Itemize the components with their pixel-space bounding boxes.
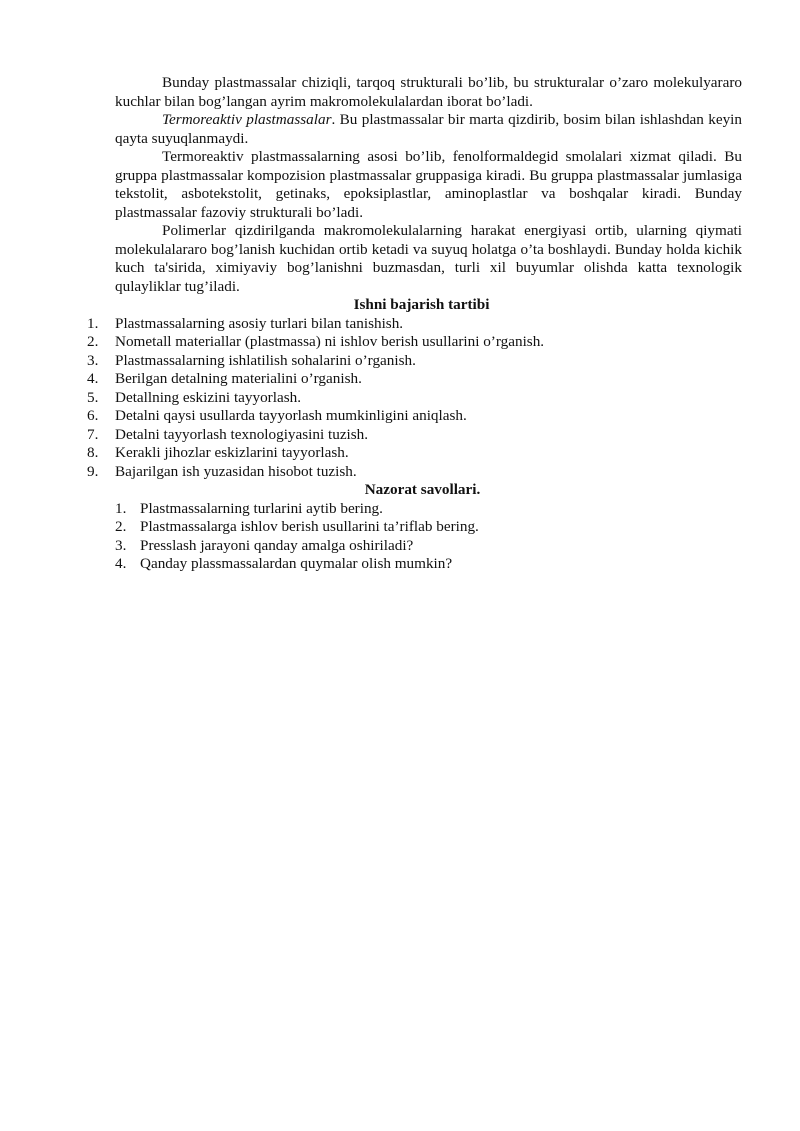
list-item [87, 370, 742, 389]
list-text: Qanday plassmassalardan quymalar olish mumkin? [140, 555, 453, 572]
list-text: Plastmassalarning ishlatilish sohalarini o’rganish. [115, 351, 416, 369]
list-item [87, 333, 742, 352]
list-item [87, 426, 742, 445]
list-number: 9. [87, 462, 99, 480]
list-text: Plastmassalarning turlarini aytib bering. [140, 499, 383, 517]
paragraph-4: Polimerlar qizdirilganda makromolekulalarning harakat energiyasi ortib, ularning qiymati molekulalararo bog’lanish kuchidan ortib ketadi va suyuq holatga o’ta boshlaydi. Bunday holda kichik kuch ta'sirida, ximiyaviy bog’lanishni buzmasdan, turli xil buyumlar olishda katta texnologik qulayliklar tug’iladi. [115, 222, 742, 295]
list-number: 3. [115, 536, 127, 554]
paragraph-1: Bunday plastmassalar chiziqli, tarqoq strukturali bo’lib, bu strukturalar o’zaro molekulyararo kuchlar bilan bog’langan ayrim makromolekulalardan iborat bo’ladi. [115, 74, 742, 110]
list-item [115, 555, 742, 574]
list-item [87, 389, 742, 408]
list-number: 3. [87, 351, 99, 369]
list-number: 2. [87, 333, 99, 350]
questions-list [115, 500, 742, 574]
list-text: Plastmassalarga ishlov berish usullarini ta’riflab bering. [140, 518, 479, 535]
list-number: 6. [87, 407, 99, 424]
list-item [87, 407, 742, 426]
list-number: 5. [87, 388, 99, 406]
list-number: 8. [87, 444, 99, 461]
paragraph-2 [115, 111, 742, 148]
paragraph-3: Termoreaktiv plastmassalarning asosi bo’lib, fenolformaldegid smolalari xizmat qiladi. Bu gruppa plastmassalar kompozision plastmassalar gruppasiga kiradi. Bu gruppa plastmassalar jumlasiga tekstolit, asbotekstolit, getinaks, epoksiplastlar, aminoplastlar va boshqalar kiradi. Bunday plastmassalar fazoviy strukturali bo’ladi. [115, 148, 742, 221]
paragraph-2-text: . Bu plastmassalar bir marta qizdirib, bosim bilan ishlashdan keyin qayta suyuqlanmaydi. [115, 111, 742, 147]
list-text: Nometall materiallar (plastmassa) ni ishlov berish usullarini o’rganish. [115, 333, 545, 350]
list-text: Detallning eskizini tayyorlash. [115, 388, 302, 406]
list-number: 4. [87, 370, 99, 387]
list-text: Bajarilgan ish yuzasidan hisobot tuzish. [115, 462, 357, 480]
list-number: 4. [115, 555, 127, 572]
list-number: 7. [87, 425, 99, 443]
list-text: Detalni tayyorlash texnologiyasini tuzish. [115, 425, 369, 443]
list-item [87, 463, 742, 482]
list-number: 1. [87, 314, 99, 332]
list-item [115, 518, 742, 537]
list-item [87, 315, 742, 334]
list-text: Detalni qaysi usullarda tayyorlash mumkinligini aniqlash. [115, 407, 467, 424]
list-text: Presslash jarayoni qanday amalga oshiriladi? [140, 536, 414, 554]
list-item [115, 537, 742, 556]
list-number: 1. [115, 499, 127, 517]
steps-heading: Ishni bajarish tartibi [353, 296, 490, 313]
list-text: Berilgan detalning materialini o’rganish. [115, 370, 362, 387]
term-termoreaktiv: Termoreaktiv plastmassalar [162, 111, 332, 128]
list-text: Plastmassalarning asosiy turlari bilan tanishish. [115, 314, 404, 332]
list-item [115, 500, 742, 519]
steps-list [87, 315, 742, 482]
list-number: 2. [115, 518, 127, 535]
questions-heading: Nazorat savollari. [364, 481, 481, 498]
list-item [87, 352, 742, 371]
list-item [87, 444, 742, 463]
list-text: Kerakli jihozlar eskizlarini tayyorlash. [115, 444, 349, 461]
